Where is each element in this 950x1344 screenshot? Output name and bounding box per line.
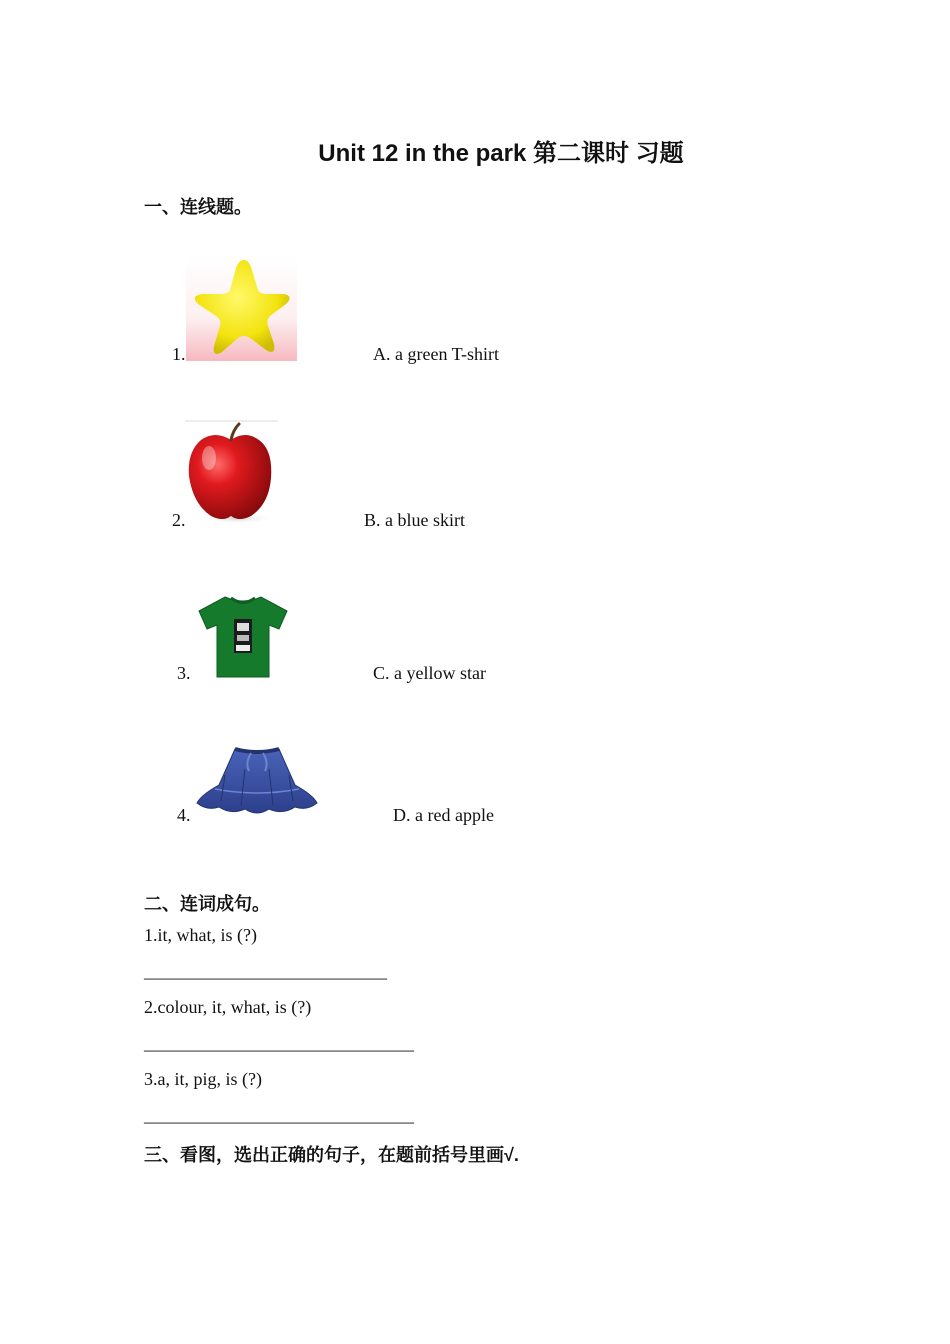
item-1-number: 1. (172, 344, 186, 364)
item-3-number: 3. (177, 663, 191, 683)
option-d: D. a red apple (393, 805, 494, 825)
section-3-heading: 三、看图，选出正确的句子，在题前括号里画√. (144, 1145, 519, 1165)
question-3-answer-line[interactable]: ______________________________ (144, 1105, 414, 1125)
tshirt-image (197, 595, 289, 679)
page-title: Unit 12 in the park 第二课时 习题 (318, 140, 684, 167)
star-image (186, 256, 297, 361)
section-2-heading: 二、连词成句。 (144, 894, 270, 914)
question-2-answer-line[interactable]: ______________________________ (144, 1033, 414, 1053)
question-1-answer-line[interactable]: ___________________________ (144, 961, 387, 981)
skirt-image (195, 745, 319, 817)
question-2-prompt: 2.colour, it, what, is (?) (144, 997, 312, 1017)
option-a: A. a green T-shirt (373, 344, 499, 364)
item-4-number: 4. (177, 805, 191, 825)
option-b: B. a blue skirt (364, 510, 465, 530)
apple-image (185, 420, 278, 524)
section-1-heading: 一、连线题。 (144, 197, 252, 217)
question-1-prompt: 1.it, what, is (?) (144, 925, 257, 945)
option-c: C. a yellow star (373, 663, 486, 683)
item-2-number: 2. (172, 510, 186, 530)
question-3-prompt: 3.a, it, pig, is (?) (144, 1069, 262, 1089)
